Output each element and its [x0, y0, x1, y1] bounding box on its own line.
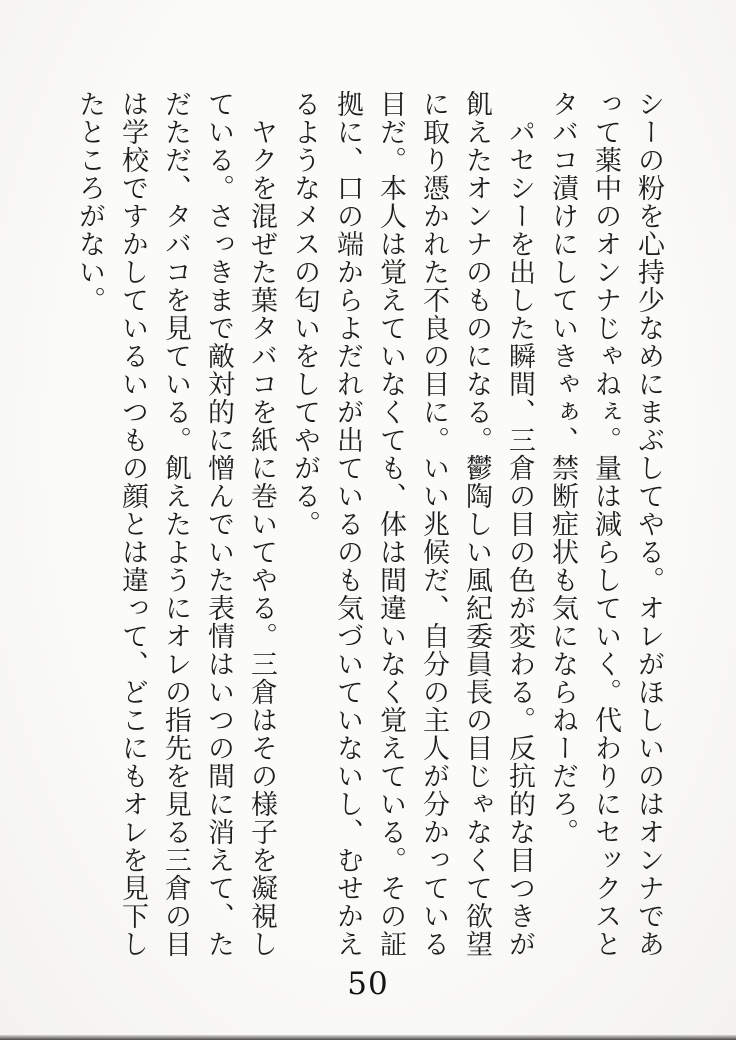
text-column: 拠に、口の端からよだれが出ているのも気づいていないし、むせかえ — [332, 90, 363, 958]
text-column: ている。さっきまで敵対的に憎んでいた表情はいつの間に消えて、た — [203, 90, 234, 958]
text-column: って薬中のオンナじゃねぇ。量は減らしていく。代わりにセックスと — [590, 90, 621, 958]
page-bottom-edge — [0, 1035, 736, 1040]
page-text — [68, 90, 670, 962]
text-column: タバコ漬けにしていきゃぁ、禁断症状も気にならねーだろ。 — [547, 90, 578, 846]
text-column: ヤクを混ぜた葉タバコを紙に巻いてやる。三倉はその様子を凝視し — [246, 90, 277, 958]
text-column: 飢えたオンナのものになる。鬱陶しい風紀委員長の目じゃなくて欲望 — [461, 90, 492, 958]
page-number: 50 — [347, 966, 389, 1002]
text-column: パセシーを出した瞬間、三倉の目の色が変わる。反抗的な目つきが — [504, 90, 535, 958]
text-column: は学校ですかしているいつもの顔とは違って、どこにもオレを見下し — [117, 90, 148, 958]
text-column: 目だ。本人は覚えていなくても、体は間違いなく覚えている。その証 — [375, 90, 406, 958]
text-column: シーの粉を心持少なめにまぶしてやる。オレがほしいのはオンナであ — [633, 90, 664, 958]
text-column: だただ、タバコを見ている。飢えたようにオレの指先を見る三倉の目 — [160, 90, 191, 958]
text-column: るようなメスの匂いをしてやがる。 — [289, 90, 320, 538]
text-column: に取り憑かれた不良の目に。いい兆候だ、自分の主人が分かっている — [418, 90, 449, 958]
text-column: たところがない。 — [74, 90, 105, 314]
